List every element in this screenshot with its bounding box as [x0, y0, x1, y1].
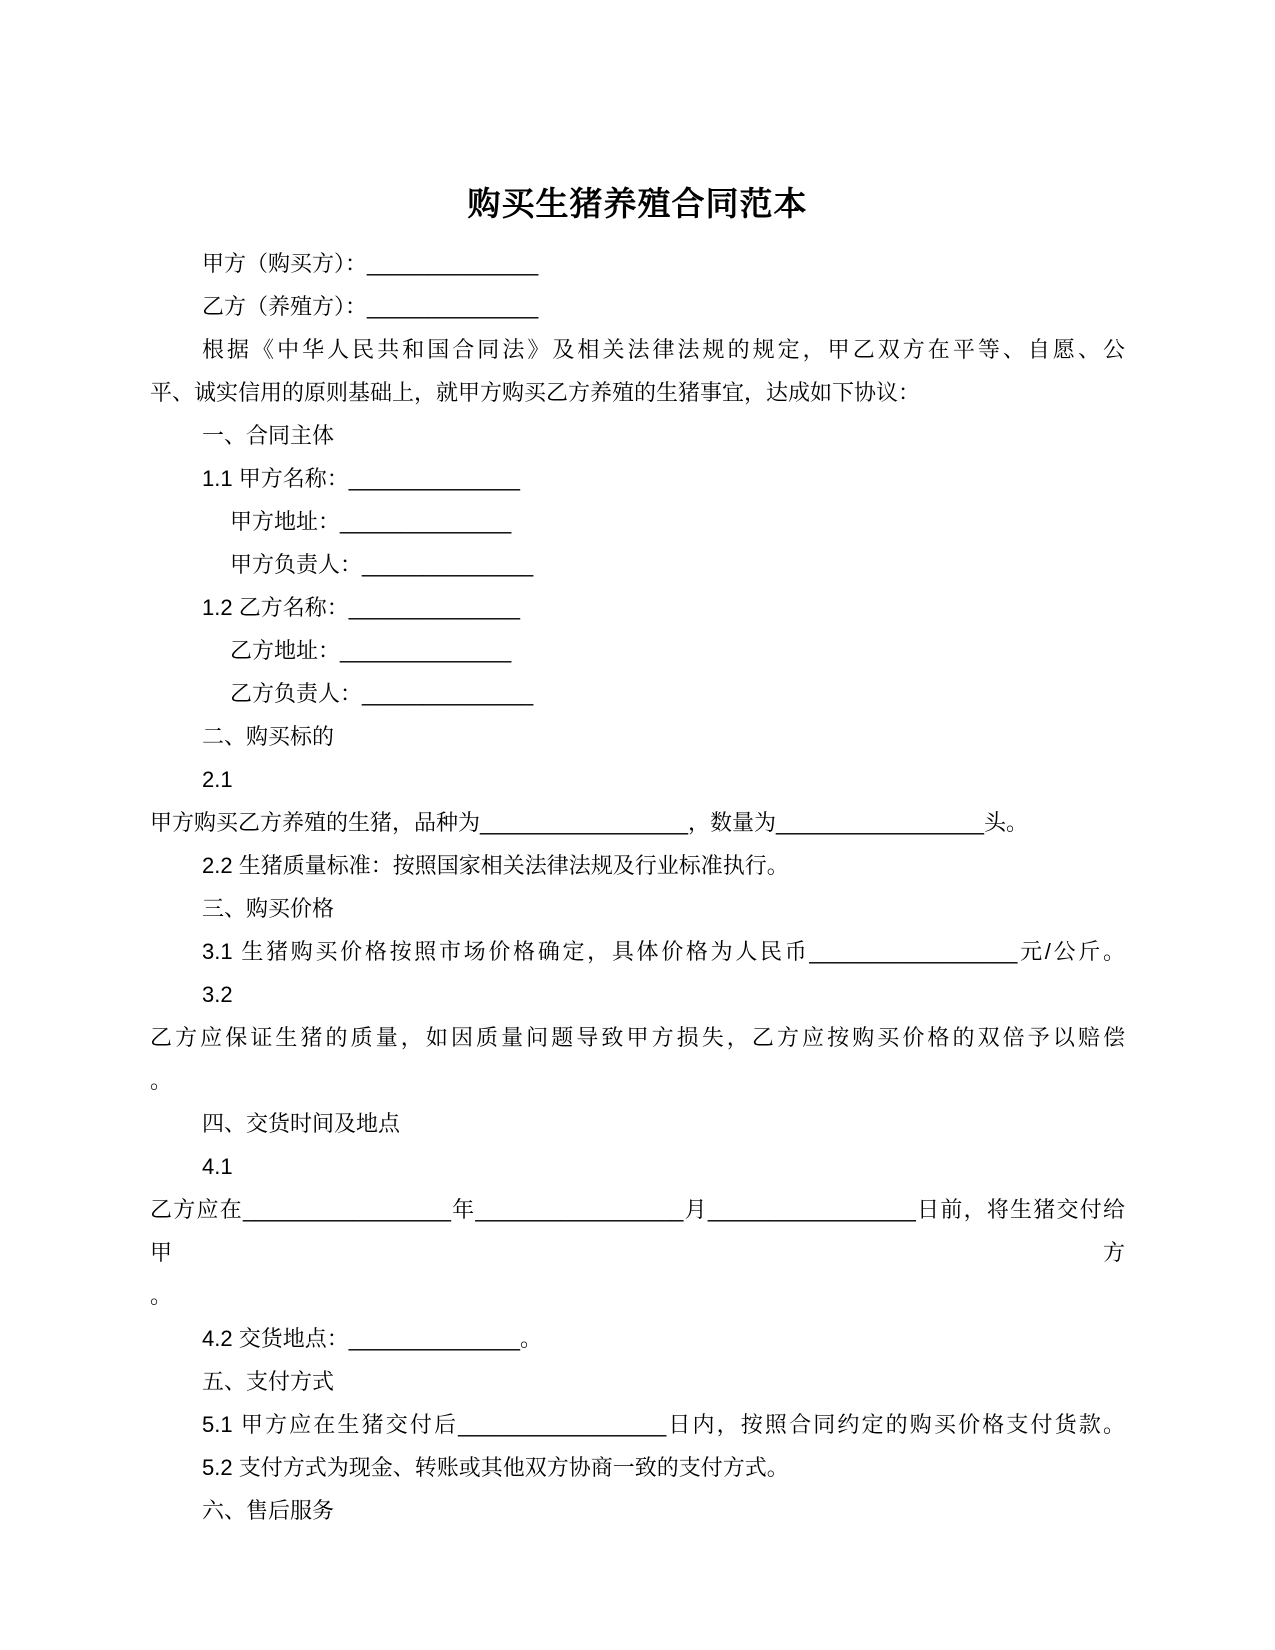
contract-line: 乙方负责人：______________: [230, 681, 534, 706]
contract-body: [150, 242, 1125, 1532]
contract-line: 4.1: [202, 1154, 233, 1179]
contract-line: 平、诚实信用的原则基础上，就甲方购买乙方养殖的生猪事宜，达成如下协议：: [150, 380, 921, 405]
contract-line: 乙方应保证生猪的质量，如因质量问题导致甲方损失，乙方应按购买价格的双倍予以赔偿: [150, 1025, 1125, 1050]
contract-line: 。: [150, 1283, 173, 1308]
contract-line: 乙方应在_________________年_________________月_________________日前，将生猪交付给甲方: [150, 1197, 1125, 1265]
contract-line: 甲方地址：______________: [230, 509, 512, 534]
contract-line: 3.1 生猪购买价格按照市场价格确定，具体价格为人民币_________________元/公斤。: [202, 939, 1125, 964]
document-title: 购买生猪养殖合同范本: [467, 185, 808, 222]
contract-line: 1.1 甲方名称：______________: [202, 466, 520, 491]
contract-line: 四、交货时间及地点: [202, 1111, 401, 1136]
contract-line: 二、购买标的: [202, 724, 335, 749]
contract-line: 根据《中华人民共和国合同法》及相关法律法规的规定，甲乙双方在平等、自愿、公: [202, 337, 1125, 362]
contract-line: 1.2 乙方名称：______________: [202, 595, 520, 620]
contract-line: 一、合同主体: [202, 423, 335, 448]
contract-line: 乙方（养殖方）：______________: [202, 294, 539, 319]
contract-line: 5.2 支付方式为现金、转账或其他双方协商一致的支付方式。: [202, 1455, 789, 1480]
contract-line: 4.2 交货地点：______________。: [202, 1326, 542, 1351]
contract-line: 5.1 甲方应在生猪交付后_________________日内，按照合同约定的购买价格支付货款。: [202, 1412, 1125, 1437]
contract-line: 3.2: [202, 982, 233, 1007]
contract-line: 乙方地址：______________: [230, 638, 512, 663]
contract-line: 甲方（购买方）：______________: [202, 251, 539, 276]
contract-line: 三、购买价格: [202, 896, 335, 921]
contract-line: 2.2 生猪质量标准：按照国家相关法律法规及行业标准执行。: [202, 853, 789, 878]
contract-line: 六、售后服务: [202, 1498, 335, 1523]
contract-line: 甲方购买乙方养殖的生猪，品种为_________________，数量为_________________头。: [150, 810, 1029, 835]
contract-line: 甲方负责人：______________: [230, 552, 534, 577]
contract-line: 。: [150, 1068, 173, 1093]
contract-line: 2.1: [202, 767, 233, 792]
contract-line: 五、支付方式: [202, 1369, 335, 1394]
